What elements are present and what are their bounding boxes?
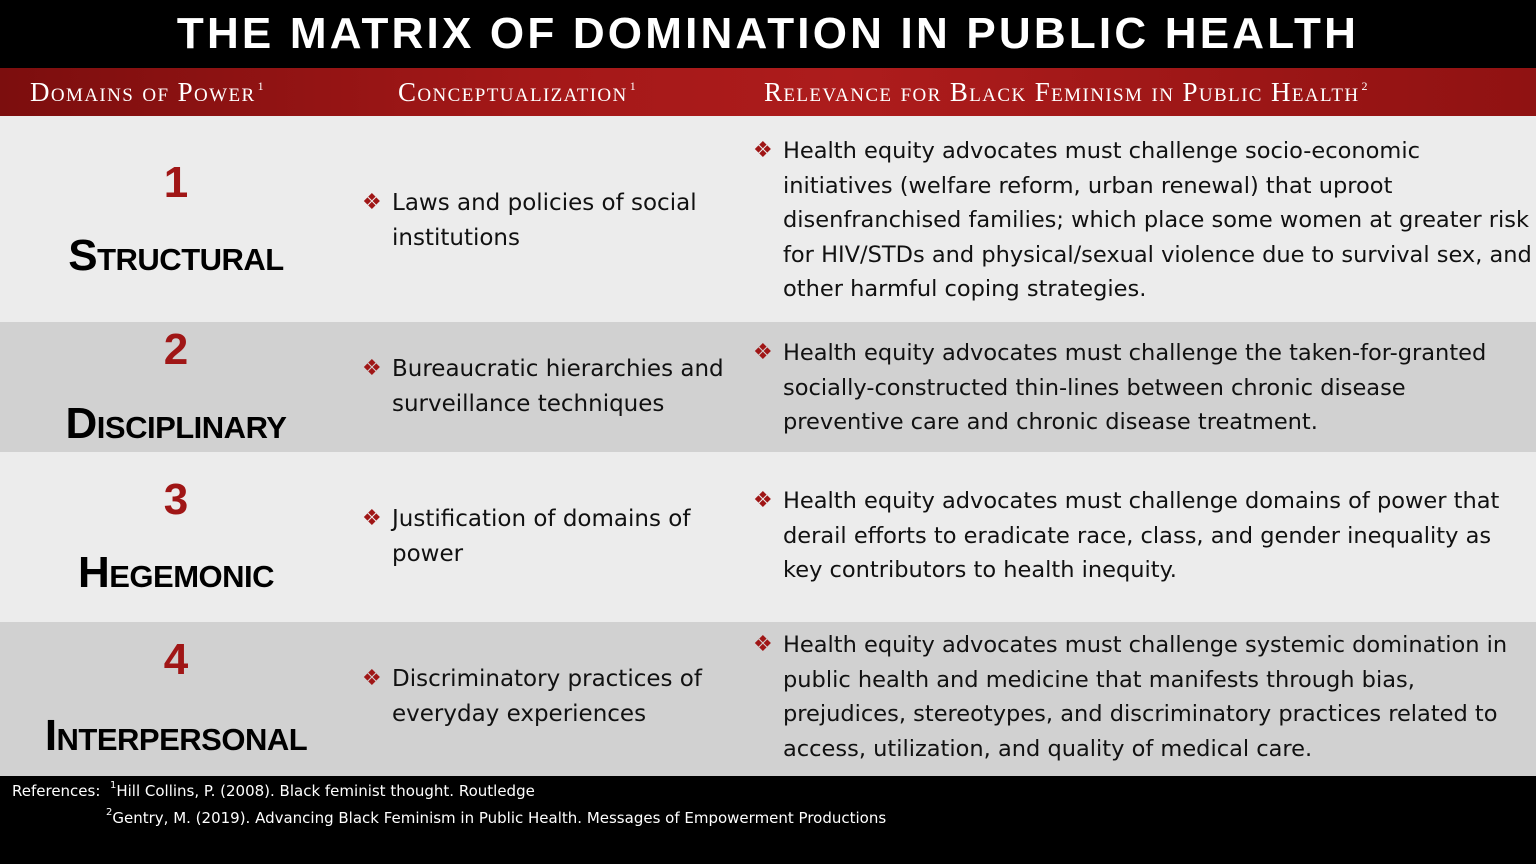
diamond-bullet-icon: ❖ [753,340,773,365]
header-label: Relevance for Black Feminism in Public Health [764,76,1360,107]
row-number: 2 [163,325,189,374]
reference-2-text: Gentry, M. (2019). Advancing Black Feminism in Public Health. Messages of Empowerment Productions [112,809,887,827]
footnote-marker: 2 [106,807,113,818]
diamond-bullet-icon: ❖ [753,632,773,657]
conceptualization-cell [362,352,747,421]
table-header [0,68,1536,116]
relevance-text: Health equity advocates must challenge the taken-for-granted socially-constructed thin-lines between chronic disease preventive care and chronic disease treatment. [783,340,1487,435]
domain-name: Interpersonal [44,711,308,760]
table-row-disciplinary [0,322,1536,452]
domain-name: Disciplinary [65,399,287,448]
conceptualization-text: Laws and policies of social institutions [392,190,697,251]
relevance-cell [753,336,1533,440]
table-row-interpersonal [0,622,1536,776]
diamond-bullet-icon: ❖ [362,356,382,381]
header-conceptualization [398,68,637,116]
row-number: 4 [163,635,189,684]
footnote-marker: 1 [629,78,638,93]
references-label: References: [12,782,101,800]
footnote-marker: 1 [109,780,117,791]
diamond-bullet-icon: ❖ [753,138,773,163]
header-label: Domains of Power [30,76,256,107]
page-title: THE MATRIX OF DOMINATION IN PUBLIC HEALTH [176,9,1360,58]
conceptualization-text: Discriminatory practices of everyday experiences [392,666,702,727]
row-number: 1 [163,158,189,207]
reference-1 [12,776,886,803]
conceptualization-text: Bureaucratic hierarchies and surveillance techniques [392,356,724,417]
header-label: Conceptualization [398,76,628,107]
reference-2 [12,803,886,830]
conceptualization-text: Justification of domains of power [392,506,691,567]
domain-name: Structural [68,231,284,280]
title-bar [0,0,1536,68]
diamond-bullet-icon: ❖ [362,190,382,215]
diamond-bullet-icon: ❖ [362,666,382,691]
diamond-bullet-icon: ❖ [362,506,382,531]
relevance-text: Health equity advocates must challenge domains of power that derail efforts to eradicate race, class, and gender inequality as key contributors to health inequity. [783,488,1500,583]
table-row-hegemonic [0,452,1536,622]
reference-1-text: Hill Collins, P. (2008). Black feminist thought. Routledge [116,782,535,800]
relevance-cell [753,134,1533,307]
table-row-structural [0,116,1536,322]
header-relevance [764,68,1369,116]
conceptualization-cell [362,186,747,255]
relevance-text: Health equity advocates must challenge socio-economic initiatives (welfare reform, urban renewal) that uproot disenfranchised families; which place some women at greater risk for HIV/STDs and physical/sexual violence due to survival sex, and other harmful coping strategies. [783,138,1532,302]
relevance-text: Health equity advocates must challenge systemic domination in public health and medicine that manifests through bias, prejudices, stereotypes, and discriminatory practices related to access, utilization, and quality of medical care. [783,632,1508,762]
footnote-marker: 1 [257,78,265,93]
conceptualization-cell [362,662,747,731]
relevance-cell [753,628,1533,766]
relevance-cell [753,484,1533,588]
footnote-marker: 2 [1361,78,1369,93]
references [12,776,886,830]
header-domains-of-power [30,68,265,116]
conceptualization-cell [362,502,747,571]
domain-name: Hegemonic [77,548,275,597]
diamond-bullet-icon: ❖ [753,488,773,513]
row-number: 3 [163,475,189,524]
